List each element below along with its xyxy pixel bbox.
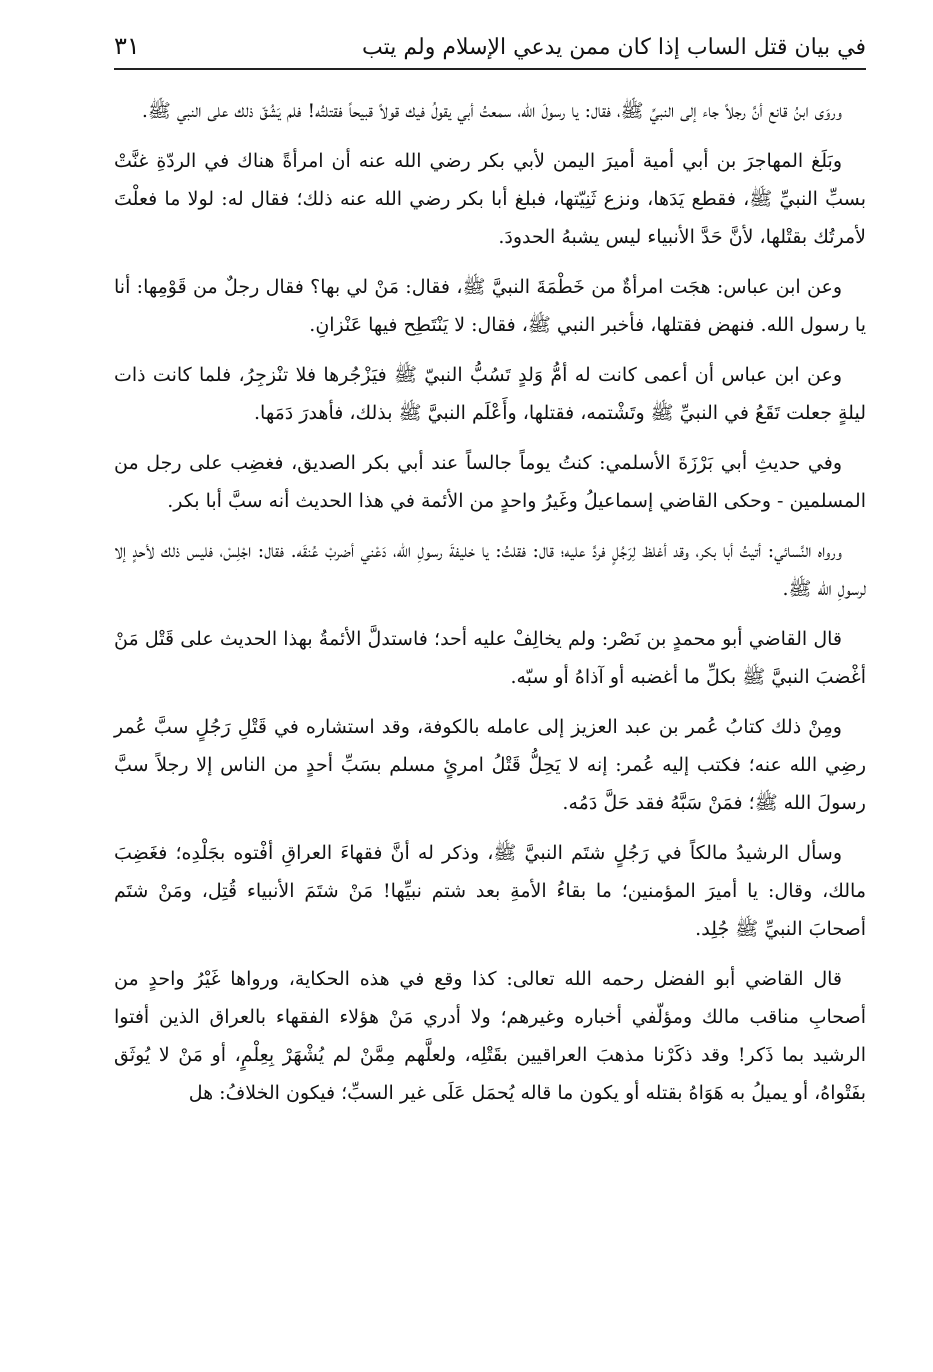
paragraph: وفي حديثِ أبي بَرْزَةَ الأسلمي: كنتُ يوماً جالساً عند أبي بكر الصديق، فغضِب على رجل من المسلمين - وحكى القاضي إسماعيلُ وغَيرُ واحدٍ من الأئمة في هذا الحديث أنه سبَّ أبا بكر. [114,452,866,512]
paragraph: ورواه النَّسائي: أتيتُ أبا بكر، وقد أغلظ لِرَجُلٍ فردَّ عليه؛ قال: فقلتُ: يا خليفةَ رسولِ الله، دَعْني أضربْ عُنقَه. فقال: اجْلِسْ، فليس ذلك لأحدٍ إلا لرسولِ الله ﷺ. [114,540,866,600]
paragraph: وعن ابن عباس أن أعمى كانت له أمُّ وَلدٍ تَسُبُّ النبيّ ﷺ فيَزْجُرها فلا تنْزجِرُ، فلما كانت ذات ليلةٍ جعلت تَقَعُ في النبيِّ ﷺ وتَشْتمه، فقتلها، وأَعْلَم النبيَّ ﷺ بذلك، فأهدرَ دَمَها. [114,364,866,424]
paragraph: وسأل الرشيدُ مالكاً في رَجُلٍ شتَم النبيَّ ﷺ، وذكر له أنَّ فقهاءَ العراقِ أفْتوه بجَلْدِه؛ فغَضِبَ مالك، وقال: يا أميرَ المؤمنين؛ ما بقاءُ الأمةِ بعد شتم نبيِّها! مَنْ شتَمَ الأنبياء قُتِل، ومَنْ شتَم أصحابَ النبيِّ ﷺ جُلِد. [114,842,866,940]
running-header [114,28,866,70]
book-page [114,28,866,1348]
paragraph: وروَى ابنُ قانع أنَّ رجلاً جاء إلى النبيِّ ﷺ، فقال: يا رسولَ الله، سمعتُ أبي يقولُ فيك قولاً قبيحاً فقتلتُه! فلم يَشُقّ ذلك على النبي ﷺ. [141,100,842,122]
paragraph: قال القاضي أبو الفضل رحمه الله تعالى: كذا وقع في هذه الحكاية، ورواها غَيْرُ واحدٍ من أصحابِ مناقب مالك ومؤلّفي أخباره وغيرهم؛ ولا أدري مَنْ هؤلاء الفقهاء بالعراق الذين أفتوا الرشيد بما ذَكر! وقد ذكَرْنا مذهبَ العراقيين بقَتْلِه، ولعلَّهم مِمَّنْ لم يُشْهَرْ بِعِلْمٍ، أو مَنْ لا يُوثَق بفَتْواهُ، أو يميلُ به هَوَاهُ بقتله أو يكون ما قاله يُحمَل عَلَى غير السبِّ؛ فيكون الخلافُ: هل [114,968,866,1104]
body-text [114,92,866,1112]
paragraph: وعن ابن عباس: هجَت امرأةٌ من خَطْمَةَ النبيَّ ﷺ، فقال: مَنْ لي بها؟ فقال رجلٌ من قَوْمِها: أنا يا رسول الله. فنهض فقتلها، فأخبر النبي ﷺ، فقال: لا يَنْتَطِح فيها عَنْزانِ. [114,276,866,336]
running-title: في بيان قتل الساب إذا كان ممن يدعي الإسلام ولم يتب [362,35,866,60]
paragraph: ومِنْ ذلك كتابُ عُمر بن عبد العزيز إلى عامله بالكوفة، وقد استشاره في قَتْلِ رَجُلٍ سبَّ عُمر رضِي الله عنه؛ فكتب إليه عُمر: إنه لا يَحِلُّ قَتْلُ امرئٍ مسلم بسَبِّ أحدٍ من الناس إلا رجلاً سبَّ رسولَ الله ﷺ؛ فمَنْ سَبَّهُ فقد حَلَّ دَمُه. [114,716,866,814]
paragraph: قال القاضي أبو محمدٍ بن نَصْر: ولم يخالِفْ عليه أحد؛ فاستدلَّ الأئمةُ بهذا الحديث على قَتْل مَنْ أغْضبَ النبيَّ ﷺ بكلِّ ما أغضبه أو آذاهُ أو سبّه. [114,628,866,688]
page-number: ٣١ [114,32,140,60]
paragraph: وبَلَغ المهاجرَ بن أبي أمية أميرَ اليمن لأبي بكر رضي الله عنه أن امرأةً هناك في الردّةِ غنَّتْ بسبِّ النبيِّ ﷺ، فقطع يَدَها، ونزع ثَنِيّتها، فبلغ أبا بكر رضي الله عنه ذلك؛ فقال له: لولا ما فعلْتَ لأمرتُك بقتْلها، لأنَّ حَدَّ الأنبياء ليس يشبهُ الحدودَ. [114,150,866,248]
